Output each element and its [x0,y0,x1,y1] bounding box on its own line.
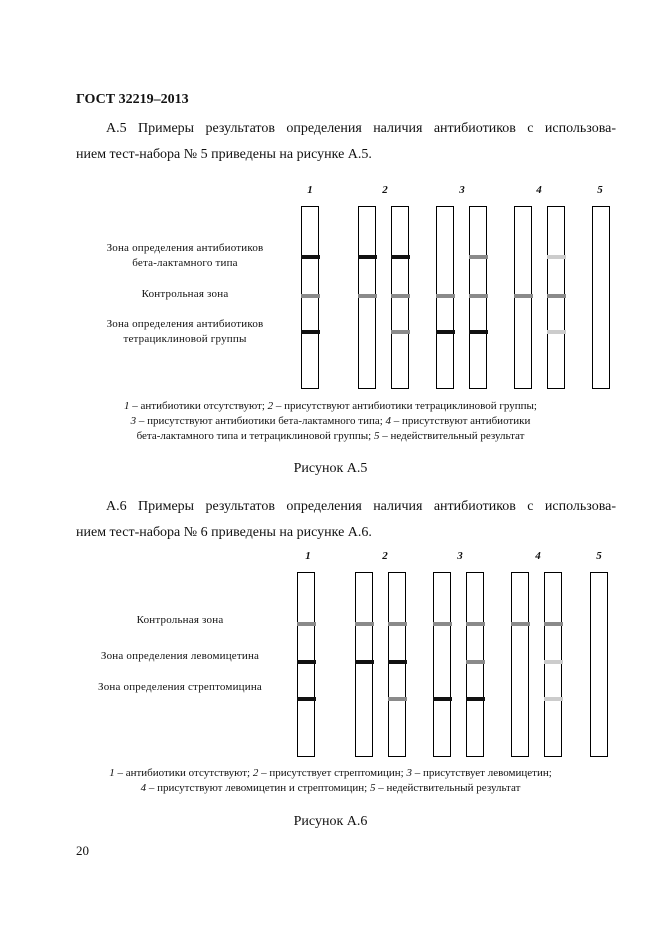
control-band [466,622,485,626]
section-a5-line1: А.5 Примеры результатов определения наличия антибиотиков с использова- [106,121,616,136]
strip-number-5: 5 [597,184,603,196]
legend-num-4: 4 [385,415,392,427]
zone-label-streptomycin: Зона определения стрептомицина [97,681,263,693]
chloramphenicol-band [388,660,407,664]
legend-text-2: – присутствуют антибиотики тетрациклиновой группы; [273,400,537,412]
test-strip-3 [466,572,484,757]
legend-text-3: – присутствуют антибиотики бета-лактамного типа; [136,415,386,427]
legend-text-5b: – недействительный результат [379,430,525,442]
streptomycin-band [388,697,407,701]
legend-num-2: 2 [267,400,274,412]
zone-label-control: Контрольная зона [136,614,224,626]
test-strip-1 [297,572,315,757]
zone-label-beta-lactam-line2: бета-лактамного типа [132,257,238,269]
legend-text-1: – антибиотики отсутствуют; [114,767,253,779]
streptomycin-band [466,697,485,701]
legend-num-5: 5 [373,430,380,442]
zone-label-tetracycline-line1: Зона определения антибиотиков [106,318,264,330]
page-number: 20 [76,843,89,858]
legend-num-3: 3 [130,415,137,427]
legend-num-2: 2 [252,767,259,779]
test-strip-4 [511,572,529,757]
test-strip-2 [355,572,373,757]
legend-num-5: 5 [369,782,376,794]
control-band [511,622,530,626]
zone-label-beta-lactam-line1: Зона определения антибиотиков [106,242,264,254]
figure-a6-title: Рисунок А.6 [293,814,368,829]
strip-number-3: 3 [457,550,463,562]
test-strip-5 [590,572,608,757]
legend-text-5a: бета-лактамного типа и тетрациклиновой группы; [136,430,374,442]
zone-label-chloramphenicol: Зона определения левомицетина [100,650,260,662]
legend-text-3: – присутствует левомицетин; [411,767,552,779]
test-strip-4 [544,572,562,757]
legend-text-4: – присутствуют антибиотики [391,415,531,427]
figure-a6-legend-line1 [60,766,601,781]
figure-a6-legend-line2 [60,781,601,796]
document-header: ГОСТ 32219–2013 [76,92,189,107]
legend-num-1: 1 [124,400,130,412]
chloramphenicol-band [544,660,563,664]
section-a5-line2: нием тест-набора № 5 приведены на рисунке А.5. [76,147,372,162]
strip-number-3: 3 [459,184,465,196]
control-band [388,622,407,626]
chloramphenicol-band [466,660,485,664]
section-a6-line2: нием тест-набора № 6 приведены на рисунке А.6. [76,525,372,540]
strip-number-2: 2 [382,550,388,562]
test-strip-2 [388,572,406,757]
strip-number-4: 4 [536,184,542,196]
zone-label-control: Контрольная зона [141,288,229,300]
figure-a6-legend [60,766,601,796]
strip-number-4: 4 [535,550,541,562]
chloramphenicol-band [355,660,374,664]
streptomycin-band [297,697,316,701]
control-band [297,622,316,626]
control-band [433,622,452,626]
legend-num-4: 4 [140,782,147,794]
chloramphenicol-band [297,660,316,664]
legend-num-3: 3 [406,767,412,779]
legend-text-1: – антибиотики отсутствуют; [129,400,268,412]
legend-text-4: – присутствуют левомицетин и стрептомицин; [146,782,370,794]
zone-label-tetracycline-line2: тетрациклиновой группы [123,333,247,345]
strip-number-5: 5 [596,550,602,562]
test-strip-3 [433,572,451,757]
strip-number-2: 2 [382,184,388,196]
control-band [544,622,563,626]
strip-number-1: 1 [307,184,313,196]
legend-text-2: – присутствует стрептомицин; [258,767,407,779]
legend-num-1: 1 [109,767,115,779]
streptomycin-band [544,697,563,701]
control-band [355,622,374,626]
streptomycin-band [433,697,452,701]
section-a6-line1: А.6 Примеры результатов определения наличия антибиотиков с использова- [106,499,616,514]
legend-text-5: – недействительный результат [375,782,521,794]
figure-a5-title: Рисунок А.5 [293,461,368,476]
strip-number-1: 1 [305,550,311,562]
